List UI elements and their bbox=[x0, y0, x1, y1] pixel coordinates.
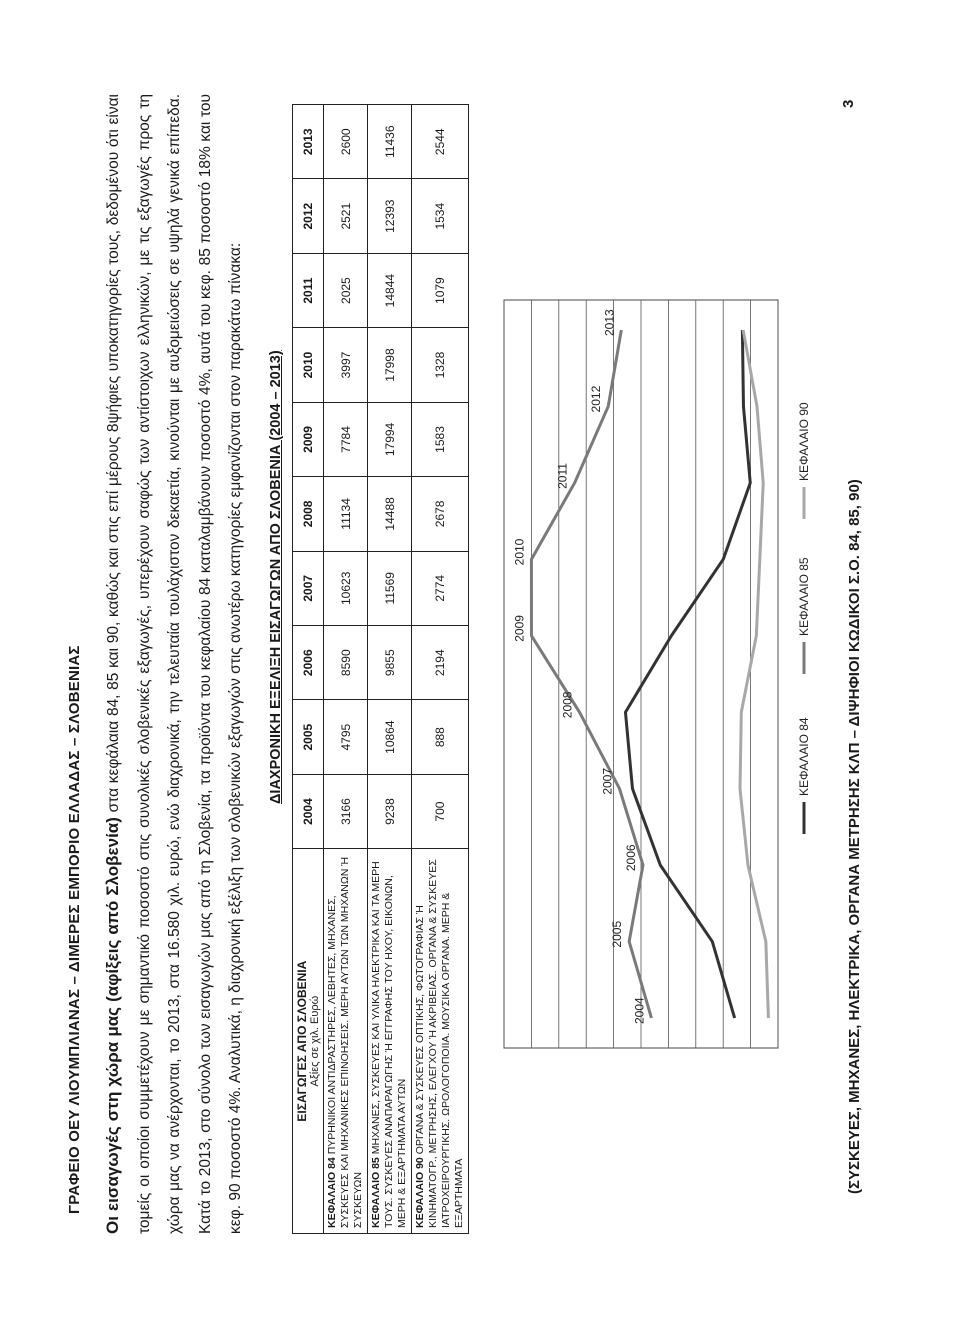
series-line bbox=[740, 330, 768, 1018]
value-cell: 700 bbox=[412, 774, 469, 848]
intro-text: στα κεφάλαια 84, 85 και 90, καθώς και στις επί μέρους 8ψήφιες υποκατηγορίες τους, δεδομένου ότι είναι τομείς οι οποίοι συμμετέχουν με σημαντικό ποσοστό στις συνολικές σλοβενικές εξαγωγές, υπερέχουν σαφώς των αντίστοιχων ελληνικών, με τις εξαγωγές προς τη χώρα μας να ανέρχονται, το 2013, στα 16.580 χιλ. ευρώ, ενώ διαχρονικά, την τελευταία τουλάχιστον δεκαετία, κινούνται με αυξομειώσεις σε υψηλά γενικά επίπεδα. Κατά το 2013, στο σύνολο των εισαγωγών μας από τη Σλοβενία, τα προϊόντα του κεφαλαίου 84 καταλαμβάνουν ποσοστό 4%, αυτά του κεφ. 85 ποσοστό 18% και του κεφ. 90 ποσοστό 4%. Αναλυτικά, η διαχρονική εξέλιξη των σλοβενικών εξαγωγών στις ανωτέρω κατηγορίες εμφανίζονται στον παρακάτω πίνακα: bbox=[105, 93, 244, 1234]
value-cell: 1534 bbox=[412, 179, 469, 253]
x-tick-label: 2005 bbox=[610, 920, 625, 948]
row-desc-text: ΜΗΧΑΝΕΣ, ΣΥΣΚΕΥΕΣ ΚΑΙ ΥΛΙΚΑ ΗΛΕΚΤΡΙΚΑ ΚΑΙ ΤΑ ΜΕΡΗ ΤΟΥΣ. ΣΥΣΚΕΥΕΣ ΑΝΑΠΑΡΑΓΩΓΗΣ Ή ΕΓΓΡΑΦΗΣ ΤΟΥ ΗΧΟΥ, ΕΙΚΟΝΩΝ, ΜΕΡΗ & ΕΞΑΡΤΗΜΑΤΑ ΑΥΤΩΝ bbox=[370, 861, 408, 1228]
value-cell: 17994 bbox=[368, 402, 412, 476]
x-tick-label: 2006 bbox=[623, 844, 638, 872]
value-cell: 2678 bbox=[412, 477, 469, 551]
value-cell: 11436 bbox=[368, 105, 412, 179]
x-tick-label: 2013 bbox=[602, 309, 617, 336]
value-cell: 2521 bbox=[324, 179, 368, 253]
row-label: ΚΕΦΑΛΑΙΟ 84 bbox=[326, 1157, 338, 1228]
value-cell: 3997 bbox=[324, 328, 368, 402]
footer-caption: (ΣΥΣΚΕΥΕΣ, ΜΗΧΑΝΕΣ, ΗΛΕΚΤΡΙΚΑ, ΟΡΓΑΝΑ ΜΕΤΡΗΣΗΣ ΚΛΠ – ΔΙΨΗΦΙΟΙ ΚΩΔΙΚΟΙ Σ.Ο. 84, 85, 90) bbox=[846, 479, 863, 1194]
x-tick-label: 2009 bbox=[512, 615, 527, 642]
value-cell: 3166 bbox=[324, 774, 368, 848]
row-description bbox=[412, 849, 469, 1234]
value-cell: 17998 bbox=[368, 328, 412, 402]
x-tick-label: 2011 bbox=[555, 463, 570, 489]
value-cell: 14844 bbox=[368, 253, 412, 327]
legend-label: ΚΕΦΑΛΑΙΟ 85 bbox=[797, 557, 811, 636]
intro-paragraph bbox=[98, 94, 252, 1234]
value-cell: 12393 bbox=[368, 179, 412, 253]
chart-container bbox=[492, 284, 827, 1064]
intro-heading: Οι εισαγωγές στη χώρα μας (αφίξεις από Σλοβενία) bbox=[103, 817, 122, 1234]
value-cell: 9855 bbox=[368, 626, 412, 700]
table-row bbox=[368, 105, 412, 1234]
row-desc-text: ΟΡΓΑΝΑ & ΣΥΣΚΕΥΕΣ ΟΠΤΙΚΗΣ, ΦΩΤΟΓΡΑΦΙΑΣ Ή ΚΙΝΗΜΑΤΟΓΡ., ΜΕΤΡΗΣΗΣ, ΕΛΕΓΧΟΥ Ή ΑΚΡΙΒΕΙΑΣ. ΟΡΓΑΝΑ & ΣΥΣΚΕΥΕΣ ΙΑΤΡΟΧΕΙΡΟΥΡΓΙΚΗΣ. ΩΡΟΛΟΓΟΠΟΙΙΑ. ΜΟΥΣΙΚΑ ΟΡΓΑΝΑ. ΜΕΡΗ & ΕΞΑΡΤΗΜΑΤΑ bbox=[414, 859, 465, 1228]
table-row bbox=[412, 105, 469, 1234]
value-cell: 4795 bbox=[324, 700, 368, 774]
year-header: 2010 bbox=[293, 328, 324, 402]
legend-label: ΚΕΦΑΛΑΙΟ 90 bbox=[797, 402, 811, 481]
value-cell: 2774 bbox=[412, 551, 469, 625]
series-line bbox=[531, 330, 651, 1018]
table-title: ΔΙΑΧΡΟΝΙΚΗ ΕΞΕΛΙΞΗ ΕΙΣΑΓΩΓΩΝ ΑΠΟ ΣΛΟΒΕΝΙΑ (2004 – 2013) bbox=[268, 350, 284, 804]
row-label: ΚΕΦΑΛΑΙΟ 90 bbox=[414, 1157, 426, 1228]
table-header-main: ΕΙΣΑΓΩΓΕΣ ΑΠΟ ΣΛΟΒΕΝΙΑ bbox=[295, 960, 309, 1122]
year-header: 2012 bbox=[293, 179, 324, 253]
value-cell: 1079 bbox=[412, 253, 469, 327]
value-cell: 888 bbox=[412, 700, 469, 774]
x-tick-label: 2010 bbox=[512, 538, 527, 566]
value-cell: 11134 bbox=[324, 477, 368, 551]
value-cell: 8590 bbox=[324, 626, 368, 700]
table-header-cell bbox=[293, 849, 324, 1234]
value-cell: 2194 bbox=[412, 626, 469, 700]
value-cell: 14488 bbox=[368, 477, 412, 551]
line-chart bbox=[492, 284, 822, 1064]
year-header: 2013 bbox=[293, 105, 324, 179]
year-header: 2007 bbox=[293, 551, 324, 625]
x-tick-label: 2012 bbox=[589, 385, 604, 413]
legend-label: ΚΕΦΑΛΑΙΟ 84 bbox=[797, 717, 811, 796]
value-cell: 2600 bbox=[324, 105, 368, 179]
year-header: 2006 bbox=[293, 626, 324, 700]
x-tick-label: 2008 bbox=[560, 691, 575, 719]
x-tick-label: 2004 bbox=[632, 997, 647, 1024]
imports-table bbox=[292, 104, 469, 1234]
value-cell: 2025 bbox=[324, 253, 368, 327]
value-cell: 11569 bbox=[368, 551, 412, 625]
year-header: 2008 bbox=[293, 477, 324, 551]
table-row bbox=[324, 105, 368, 1234]
value-cell: 1583 bbox=[412, 402, 469, 476]
row-label: ΚΕΦΑΛΑΙΟ 85 bbox=[370, 1157, 382, 1228]
page-number: 3 bbox=[840, 99, 857, 108]
value-cell: 9238 bbox=[368, 774, 412, 848]
series-line bbox=[625, 330, 750, 1018]
page-header-title: ΓΡΑΦΕΙΟ ΟΕΥ ΛΙΟΥΜΠΛΙΑΝΑΣ – ΔΙΜΕΡΕΣ ΕΜΠΟΡΙΟ ΕΛΛΑΔΑΣ – ΣΛΟΒΕΝΙΑΣ bbox=[66, 645, 83, 1214]
year-header: 2005 bbox=[293, 700, 324, 774]
value-cell: 10623 bbox=[324, 551, 368, 625]
year-header: 2004 bbox=[293, 774, 324, 848]
table-header-sub: Αξίες σε χιλ. Ευρώ bbox=[309, 995, 321, 1087]
table-header-row bbox=[293, 105, 324, 1234]
row-description bbox=[368, 849, 412, 1234]
value-cell: 2544 bbox=[412, 105, 469, 179]
value-cell: 1328 bbox=[412, 328, 469, 402]
x-tick-label: 2007 bbox=[600, 767, 615, 795]
row-desc-text: ΠΥΡΗΝΙΚΟΙ ΑΝΤΙΔΡΑΣΤΗΡΕΣ, ΛΕΒΗΤΕΣ, ΜΗΧΑΝΕΣ, ΣΥΣΚΕΥΕΣ ΚΑΙ ΜΗΧΑΝΙΚΕΣ ΕΠΙΝΟΗΣΕΙΣ. ΜΕΡΗ ΑΥΤΩΝ ΤΩΝ ΜΗΧΑΝΩΝ Ή ΣΥΣΚΕΥΩΝ bbox=[326, 857, 364, 1228]
row-description bbox=[324, 849, 368, 1234]
year-header: 2009 bbox=[293, 402, 324, 476]
value-cell: 7784 bbox=[324, 402, 368, 476]
value-cell: 10864 bbox=[368, 700, 412, 774]
year-header: 2011 bbox=[293, 253, 324, 327]
